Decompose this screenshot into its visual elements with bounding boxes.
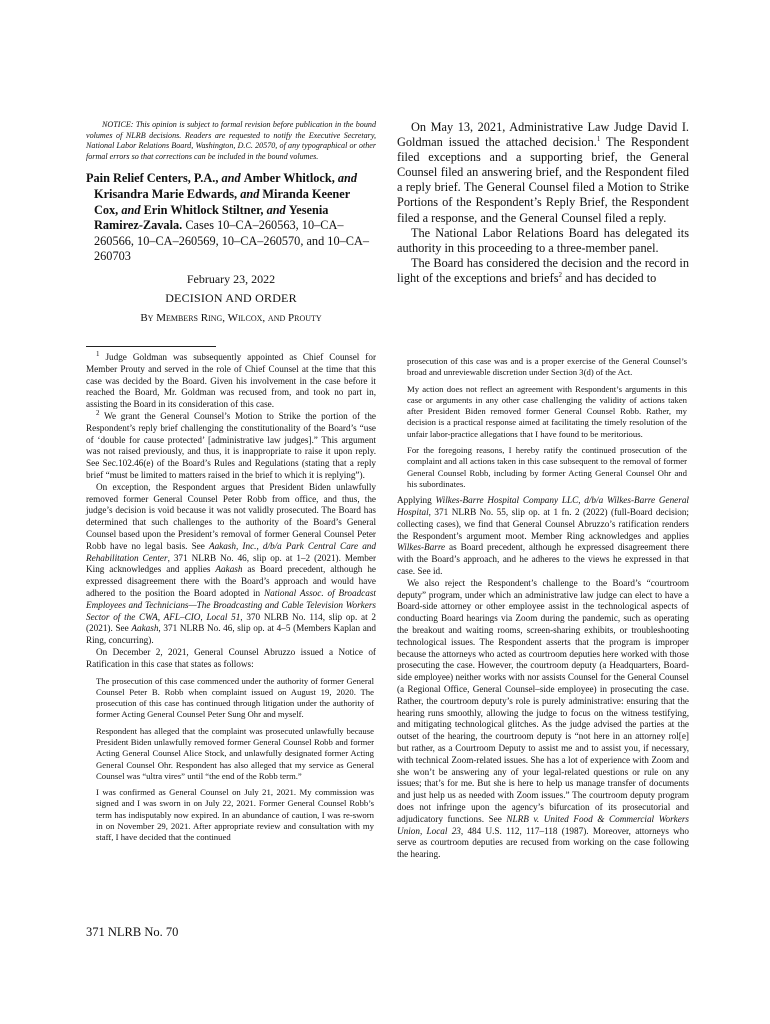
case-citation: Aakash xyxy=(215,564,243,575)
party-6: Yesenia Ramirez-Zavala. xyxy=(94,202,329,233)
conj-2: and xyxy=(337,171,358,186)
footnote-text: Judge Goldman was subsequently appointed as Chief Counsel for Member Prouty and served in the role of Chief Counsel at the time that this case was decided by the Board. Given his involvement in the case before it reached the Board, Mr. Goldman was recused from, and took no part in, assisting the Board in its consideration of this case. xyxy=(86,352,377,410)
footnote-text: , 371 NLRB No. 46, slip op. at 1–2 (2021). Member King acknowledges and applies xyxy=(86,552,376,575)
footnote-text: We grant the General Counsel’s Motion to Strike the portion of the Respondent’s reply brief challenging the constitutionality of the Board’s “use of ‘double for cause protected’ [administrative law judges].” This argument was not raised previously, and thus, it is inappropriate to raise it upon reply. See Sec.102.46(e) of the Board’s Rules and Regulations (stating that a reply brief “must be limited to matters raised in the brief to which it is replying”). xyxy=(86,410,376,480)
footnote-paragraph-exception xyxy=(86,482,376,647)
footnote-number-2: 2 xyxy=(96,408,100,417)
footnote-ref-2: 2 xyxy=(558,270,563,279)
footnote-paragraph-courtroom-deputy xyxy=(397,578,689,861)
footnote-text: , 484 U.S. 112, 117–118 (1987). Moreover, attorneys who serve as courtroom deputies are recused from working on the case following the hearing. xyxy=(397,825,689,860)
case-citation: Wilkes-Barre xyxy=(397,542,446,553)
body-paragraph-1 xyxy=(397,120,689,226)
footnote-text: , 371 NLRB No. 55, slip op. at 1 fn. 2 (2022) (full-Board decision; collecting cases), we find that General Counsel Abruzzo’s ratification renders the Respondent’s argument moot. Member Ring acknowledges and applies xyxy=(397,507,689,541)
block-quote-2: Respondent has alleged that the complaint was prosecuted unlawfully because President Biden unlawfully removed former General Counsel Robb and former Acting General Counsel Alice Stock, and unlawfully designated former Acting General Counsel Ohr. Respondent has also alleged that my service as General Counsel was “ultra vires” until “the end of the Robb term.” xyxy=(96,725,374,781)
decision-title: DECISION AND ORDER xyxy=(165,290,297,305)
block-quote-1: The prosecution of this case commenced under the authority of former General Counsel Peter B. Robb when complaint issued on August 19, 2020. The prosecution of this case has continued through litigation under the authority of former Acting General Counsel Peter Sung Ohr and myself. xyxy=(96,675,374,720)
body-paragraph-2: The National Labor Relations Board has delegated its authority in this proceeding to a three-member panel. xyxy=(397,225,689,255)
footnote-paragraph-ratification: On December 2, 2021, General Counsel Abruzzo issued a Notice of Ratification in this case that states as follows: xyxy=(86,646,376,669)
case-citation: Aakash xyxy=(131,623,159,634)
footnote-1 xyxy=(86,349,377,411)
byline: By Members Ring, Wilcox, and Prouty xyxy=(140,311,322,324)
conj-1: and xyxy=(221,171,241,186)
case-citation: Wilkes-Barre Hospital Company LLC, d/b/a Wilkes-Barre General Hospital xyxy=(397,495,689,518)
block-quote-3: I was confirmed as General Counsel on July 21, 2021. My commission was signed and I was sworn in on July 22, 2021. Former General Counsel Robb’s term has indisputably now expired. In an abundance of caution, I was re-sworn in on November 29, 2021. After appropriate review and consultation with my staff, I have decided that the continued xyxy=(96,787,374,843)
left-column xyxy=(86,120,376,326)
block-quote-6: For the foregoing reasons, I hereby ratify the continued prosecution of the complaint and all actions taken in this case subsequent to the removal of former General Counsel Robb, including by former Acting General Counsel Ohr and his subordinates. xyxy=(407,445,687,489)
footnote-text: as Board precedent, although he expressed disagreement there with the Board’s approach and would have adhered to the position the Board adopted in xyxy=(86,564,376,598)
party-3: Krisandra Marie Edwards, xyxy=(94,186,238,201)
body-text: The Respondent filed exceptions and a supporting brief, the General Counsel filed an answering brief, and the Respondent filed a reply brief. The General Counsel filed a Motion to Strike Portions of the Respondent’s Reply Brief, the Respondent filed a response, and the General Counsel filed a reply. xyxy=(397,135,689,225)
conj-3: and xyxy=(240,186,260,201)
case-citation: Aakash, Inc., d/b/a Park Central Care and Rehabilitation Center xyxy=(86,540,376,563)
publication-notice: NOTICE: This opinion is subject to formal revision before publication in the bound volumes of NLRB decisions. Readers are requested to notify the Executive Secretary, National Labor Relations Board, Washington, D.C. 20570, of any typographical or other formal errors so that corrections can be included in the bound volumes. xyxy=(86,120,376,161)
footnotes-right xyxy=(397,356,689,861)
block-quote-5: My action does not reflect an agreement with Respondent’s arguments in this case or arguments in any other case challenging the validity of actions taken after President Biden removed former General Counsel Robb. Rather, my decision is a practical response aimed at facilitating the timely resolution of the unfair labor-practice allegations that I have found to be meritorious. xyxy=(407,383,687,439)
footnote-text: , 371 NLRB No. 46, slip op. at 4–5 (Members Kaplan and Ring, concurring). xyxy=(86,623,376,646)
page-footer-citation: 371 NLRB No. 70 xyxy=(86,925,179,939)
decision-date: February 23, 2022 xyxy=(186,271,276,286)
body-paragraph-3 xyxy=(397,256,689,286)
party-5: Erin Whitlock Stiltner, xyxy=(143,202,264,217)
body-text: On May 13, 2021, Administrative Law Judge David I. Goldman issued the attached decision. xyxy=(397,120,689,150)
case-citation: National Assoc. of Broadcast Employees and Technicians—The Broadcasting and Cable Television Workers Sector of the CWA, AFL–CIO, Local 51 xyxy=(86,587,376,622)
footnote-text: as Board precedent, although he expressed disagreement there with the Board’s approach, and he adheres to the views he expressed in that case. See id. xyxy=(397,542,689,577)
party-1: Pain Relief Centers, P.A., xyxy=(86,171,219,186)
party-4: Miranda Keener Cox, xyxy=(94,186,350,217)
body-text: and has decided to xyxy=(562,270,657,285)
body-text: The Board has considered the decision and the record in light of the exceptions and briefs xyxy=(397,255,689,285)
case-caption xyxy=(86,171,376,265)
footnote-number-1: 1 xyxy=(96,349,100,358)
footnotes-left xyxy=(86,349,377,849)
footnote-divider xyxy=(86,346,216,347)
case-citation: NLRB v. United Food & Commercial Workers Union, Local 23 xyxy=(397,813,689,836)
footnote-text: Applying xyxy=(397,495,436,506)
conj-5: and xyxy=(266,202,286,217)
footnote-paragraph-wilkes-barre xyxy=(397,495,689,578)
party-2: Amber Whitlock, xyxy=(243,171,335,186)
block-quote-4: prosecution of this case was and is a proper exercise of the General Counsel’s broad and unreviewable discretion under Section 3(d) of the Act. xyxy=(407,356,687,378)
footnote-text: , 370 NLRB No. 114, slip op. at 2 (2021). See xyxy=(86,611,376,634)
case-numbers: Cases 10–CA–260563, 10–CA–260566, 10–CA–260569, 10–CA–260570, and 10–CA–260703 xyxy=(94,218,369,264)
footnote-text: On exception, the Respondent argues that President Biden unlawfully removed former General Counsel Peter Robb from office, and thus, the judge’s decision is void because it was not validly prosecuted. The Board has determined that such challenges to the authority of the Board’s General Counsel based upon the President’s removal of former General Counsel Peter Robb have no legal basis. See xyxy=(86,481,376,551)
footnote-ref-1: 1 xyxy=(596,135,601,143)
right-column xyxy=(397,120,689,286)
footnote-text: We also reject the Respondent’s challenge to the Board’s “courtroom deputy” program, under which an administrative law judge can elect to have a Board-side attorney or other employee assist in the technological aspects of conducting Board hearings via Zoom during the pandemic, such as operating the breakout and waiting rooms, screen-sharing exhibits, or troubleshooting technological issues. The Respondent asserts that the program is improper because the attorneys who acted as courtroom deputies here worked with those prosecuting the case. However, the courtroom deputy (a Headquarters, Board-side employee) neither works with nor assists Counsel for the General Counsel (a Regional Office, General Counsel–side employee) in prosecuting the case. Rather, the courtroom deputy’s role is purely administrative: ensuring that the hearing runs smoothly, allowing the judge to focus on the witness testifying, and mitigating technological glitches. As the judge advised the parties at the outset of the hearing, the courtroom deputy is “not here in an attorney rol[e] but rather, as a Courtroom Deputy to assist me and to assist you, if necessary, with technical Zoom-related issues. She has a lot of experience with Zoom and she won’t be answering any of your legal-related questions or rule on any issues; that’s for me. But she is here to help us manage transfer of documents and just help us as needed with Zoom issues.” The courtroom deputy program does not infringe upon the agency’s bifurcation of its prosecutorial and adjudicatory functions. See xyxy=(397,577,689,824)
conj-4: and xyxy=(121,202,141,217)
footnote-2 xyxy=(86,408,376,482)
